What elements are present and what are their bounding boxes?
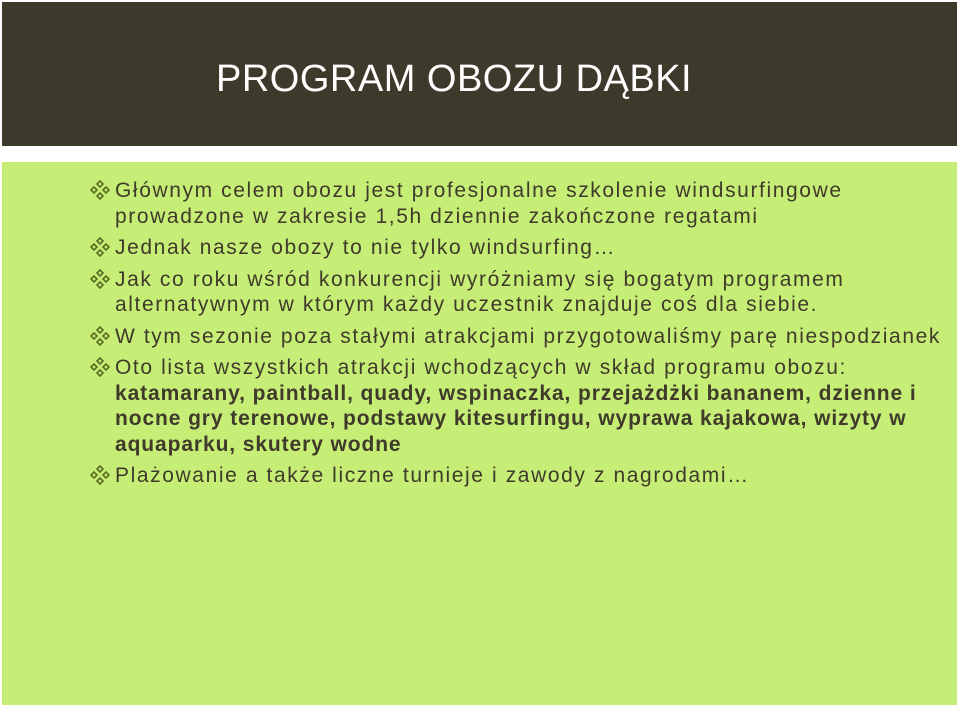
bullet-item-program — [88, 267, 948, 318]
diamond-bullet-icon — [90, 326, 110, 346]
bullet-text: W tym sezonie poza stałymi atrakcjami przygotowaliśmy parę niespodzianek — [115, 324, 941, 348]
diamond-bullet-icon — [90, 465, 110, 485]
diamond-bullet-icon — [90, 357, 110, 377]
bullet-text: Jak co roku wśród konkurencji wyróżniamy się bogatym programem alternatywnym w którym każdy uczestnik znajduje coś dla siebie. — [115, 267, 845, 316]
diamond-bullet-icon — [90, 180, 110, 200]
bullet-text: Oto lista wszystkich atrakcji wchodzących w skład programu obozu: — [115, 356, 847, 379]
attractions-list: katamarany, paintball, quady, wspinaczka, przejażdżki bananem, dzienne i nocne gry terenowe, podstawy kitesurfingu, wyprawa kajakowa, wizyty w aquaparku, skutery wodne — [115, 381, 917, 456]
diamond-bullet-icon — [90, 269, 110, 289]
slide-title: PROGRAM OBOZU DĄBKI — [216, 58, 693, 100]
bullet-item-goal — [88, 178, 948, 229]
bullet-text: Głównym celem obozu jest profesjonalne szkolenie windsurfingowe prowadzone w zakresie 1,5h dziennie zakończone regatami — [115, 179, 843, 228]
bullet-item-not-only — [88, 235, 948, 261]
bullet-item-beach — [88, 463, 948, 489]
bullet-item-attractions — [88, 355, 948, 457]
bullet-item-surprises — [88, 324, 948, 350]
bullet-text: Jednak nasze obozy to nie tylko windsurfing… — [115, 236, 617, 259]
diamond-bullet-icon — [90, 237, 110, 257]
bullet-text: Plażowanie a także liczne turnieje i zawody z nagrodami… — [115, 464, 750, 487]
bullet-list — [88, 178, 948, 495]
